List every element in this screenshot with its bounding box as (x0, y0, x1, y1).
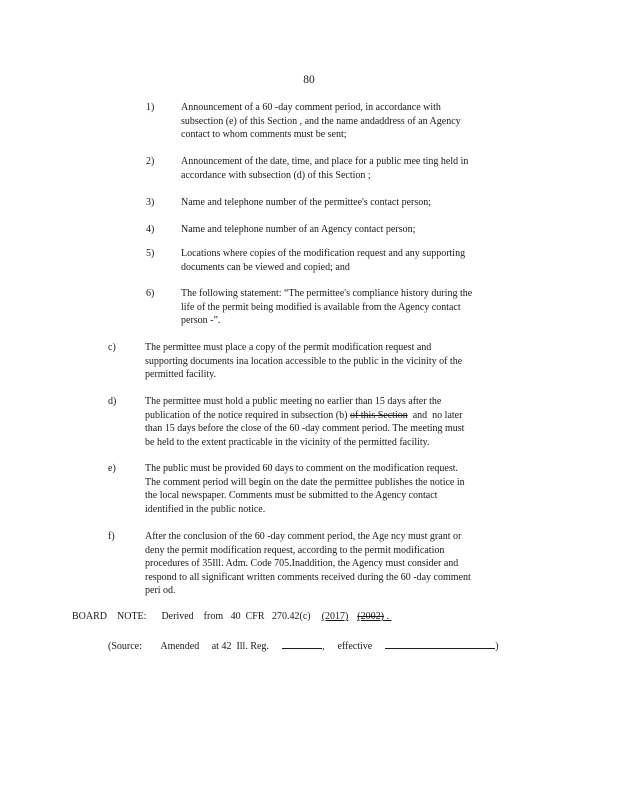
item-line: The following statement: “The permittee's compliance history during the (181, 288, 473, 299)
list-item (108, 462, 538, 518)
item-letter: f) (108, 531, 115, 542)
item-number: 2) (146, 156, 155, 167)
list-item (146, 247, 538, 277)
list-item (108, 530, 538, 600)
item-line: procedures of 35Ill. Adm. Code 705.Inaddition, the Agency must consider and (145, 558, 459, 569)
source-text: Amended at 42 Ill. Reg. (160, 641, 269, 652)
board-note-text: Derived from 40 CFR 270.42(c) (161, 611, 311, 622)
board-note-label: BOARD NOTE: (72, 611, 147, 622)
item-number: 5) (146, 248, 155, 259)
item-line-text: publication of the notice required in subsection (b) (145, 409, 348, 421)
item-letter: c) (108, 342, 116, 353)
item-line: accordance with subsection (d) of this Section ; (181, 169, 371, 181)
list-item (146, 196, 538, 212)
item-line: than 15 days before the close of the 60 -day comment period. The meeting must (145, 423, 465, 434)
item-line: Announcement of a 60 -day comment period, in accordance with (181, 102, 441, 113)
item-number: 4) (146, 224, 155, 235)
item-letter: d) (108, 396, 117, 407)
item-line: life of the permit being modified is available from the Agency contact (181, 301, 461, 313)
item-number: 6) (146, 288, 155, 299)
item-line: deny the permit modification request, according to the permit modification (145, 544, 445, 556)
item-line: Locations where copies of the modification request and any supporting (181, 248, 466, 259)
board-note-underline-tail: . (383, 611, 392, 622)
source-comma: , (321, 641, 325, 652)
item-line: the local newspaper. Comments must be submitted to the Agency contact (145, 490, 438, 501)
item-line: contact to whom comments must be sent; (181, 129, 347, 140)
item-line: The permittee must hold a public meeting no earlier than 15 days after the (145, 396, 442, 407)
source-close: ) (495, 641, 499, 652)
list-item (108, 395, 538, 451)
item-line (145, 409, 535, 423)
register-page-blank (282, 639, 322, 649)
source-line (108, 639, 499, 652)
item-line: peri od. (145, 585, 176, 596)
item-letter: e) (108, 463, 116, 474)
list-item (108, 341, 538, 383)
list-item (146, 101, 538, 143)
item-line: Name and telephone number of the permittee's contact person; (181, 197, 432, 208)
board-note-new-year: (2017) (321, 611, 349, 622)
list-item (146, 223, 538, 239)
item-line-text: and no later (407, 409, 463, 421)
item-line: person -”. (181, 315, 221, 326)
list-item (146, 155, 538, 185)
item-line: supporting documents ina location accessible to the public in the vicinity of the (145, 355, 463, 367)
effective-date-blank (385, 639, 495, 649)
source-open: (Source: (108, 641, 142, 652)
item-line: Announcement of the date, time, and place for a public mee ting held in (181, 156, 469, 167)
item-number: 3) (146, 197, 155, 208)
item-line: subsection (e) of this Section , and the name andaddress of an Agency (181, 115, 461, 127)
item-number: 1) (146, 102, 155, 113)
item-line: documents can be viewed and copied; and (181, 261, 350, 273)
source-effective: effective (337, 641, 373, 652)
struck-text: of this Section (349, 409, 408, 421)
item-line: be held to the extent practicable in the vicinity of the permitted facility. (145, 436, 430, 448)
item-line: The comment period will begin on the date the permittee publishes the notice in (145, 476, 465, 488)
item-line: respond to all significant written comments received during the 60 -day comment (145, 571, 471, 583)
item-line: After the conclusion of the 60 -day comment period, the Age ncy must grant or (145, 531, 462, 542)
list-item (146, 287, 538, 329)
board-note (72, 611, 391, 622)
item-line: Name and telephone number of an Agency contact person; (181, 224, 416, 235)
item-line: The public must be provided 60 days to comment on the modification request. (145, 463, 458, 474)
item-line: permitted facility. (145, 369, 216, 380)
item-line: identified in the public notice. (145, 503, 266, 515)
item-line: The permittee must place a copy of the permit modification request and (145, 342, 432, 353)
page-number: 80 (303, 74, 315, 86)
board-note-old-year: (2002) (357, 611, 384, 622)
